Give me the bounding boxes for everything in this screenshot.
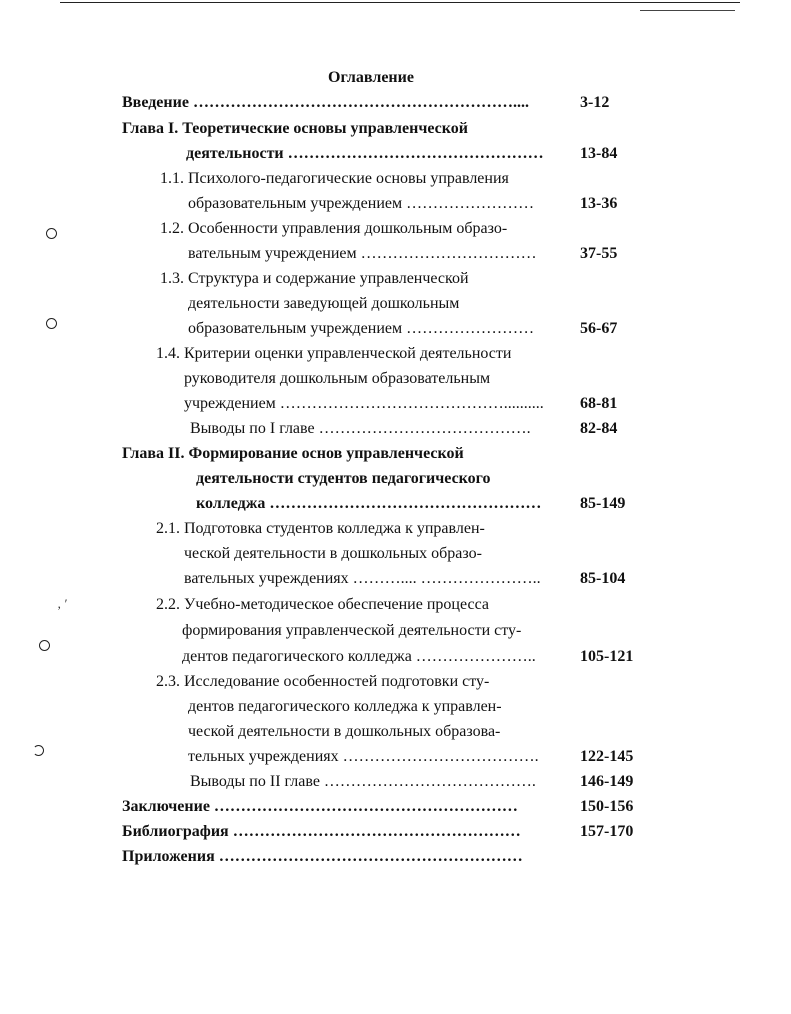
toc-section-1-3-cont: образовательным учреждением …………………… [188, 320, 535, 337]
toc-section-2-2-cont: дентов педагогического колледжа ………………….. [182, 648, 536, 665]
toc-section-1-1-cont: образовательным учреждением …………………… [188, 195, 535, 212]
toc-page-number: 68-81 [580, 395, 618, 412]
toc-page-number: 122-145 [580, 748, 634, 765]
toc-section-2-3: 2.3. Исследование особенностей подготовки сту- [156, 673, 490, 690]
punch-hole-mark [46, 228, 57, 239]
toc-entry-introduction: Введение …………………………………………………….... [122, 94, 529, 111]
toc-title: Оглавление [328, 69, 414, 86]
toc-page-number: 105-121 [580, 648, 634, 665]
toc-section-1-2-cont: вательным учреждением …………………………… [188, 245, 537, 262]
toc-entry-conclusion: Заключение ………………………………………………… [122, 798, 518, 815]
toc-section-1-3-cont: деятельности заведующей дошкольным [188, 295, 460, 312]
punch-hole-mark [39, 640, 50, 651]
toc-section-1-4-cont: руководителя дошкольным образовательным [184, 370, 491, 387]
toc-page-number: 13-84 [580, 145, 618, 162]
toc-page-number: 82-84 [580, 420, 618, 437]
toc-chapter-2-conclusions: Выводы по II главе …………………………………. [190, 773, 536, 790]
toc-section-2-3-cont: ческой деятельности в дошкольных образова- [188, 723, 501, 740]
toc-page-number: 37-55 [580, 245, 618, 262]
toc-section-2-2: 2.2. Учебно-методическое обеспечение процесса [156, 596, 489, 613]
toc-section-1-3: 1.3. Структура и содержание управленческой [160, 270, 469, 287]
toc-chapter-1-heading-cont: деятельности ………………………………………… [186, 145, 544, 162]
toc-section-2-1: 2.1. Подготовка студентов колледжа к управлен- [156, 520, 485, 537]
toc-section-2-3-cont: тельных учреждениях ………………………………. [188, 748, 539, 765]
toc-chapter-2-heading-cont: колледжа …………………………………………… [196, 495, 542, 512]
toc-section-1-4-cont: учреждением …………………………………….......... [184, 395, 544, 412]
punch-hole-mark [33, 745, 44, 756]
toc-section-1-2: 1.2. Особенности управления дошкольным образо- [160, 220, 508, 237]
toc-page-number: 85-104 [580, 570, 626, 587]
toc-page-number: 13-36 [580, 195, 618, 212]
toc-page-number: 85-149 [580, 495, 626, 512]
toc-chapter-2-heading-cont: деятельности студентов педагогического [196, 470, 491, 487]
toc-section-2-2-cont: формирования управленческой деятельности сту- [182, 622, 522, 639]
toc-chapter-1-conclusions: Выводы по I главе …………………………………. [190, 420, 531, 437]
toc-entry-bibliography: Библиография ……………………………………………… [122, 823, 521, 840]
toc-entry-appendices: Приложения ………………………………………………… [122, 848, 523, 865]
toc-section-1-4: 1.4. Критерии оценки управленческой деятельности [156, 345, 512, 362]
toc-section-2-3-cont: дентов педагогического колледжа к управлен- [188, 698, 502, 715]
toc-section-1-1: 1.1. Психолого-педагогические основы управления [160, 170, 509, 187]
toc-page-number: 56-67 [580, 320, 618, 337]
toc-chapter-2-heading: Глава II. Формирование основ управленческой [122, 445, 464, 462]
toc-chapter-1-heading: Глава I. Теоретические основы управленческой [122, 120, 468, 137]
punch-hole-mark [46, 318, 57, 329]
scan-speck: ‚ ′ [57, 596, 68, 611]
toc-page-number: 146-149 [580, 773, 634, 790]
toc-page-number: 3-12 [580, 94, 610, 111]
toc-page-number: 150-156 [580, 798, 634, 815]
toc-section-2-1-cont: вательных учреждениях ……….... ………………….. [184, 570, 541, 587]
toc-page-number: 157-170 [580, 823, 634, 840]
scan-top-dash [640, 10, 735, 11]
toc-section-2-1-cont: ческой деятельности в дошкольных образо- [184, 545, 482, 562]
scan-top-edge-line [60, 2, 740, 3]
